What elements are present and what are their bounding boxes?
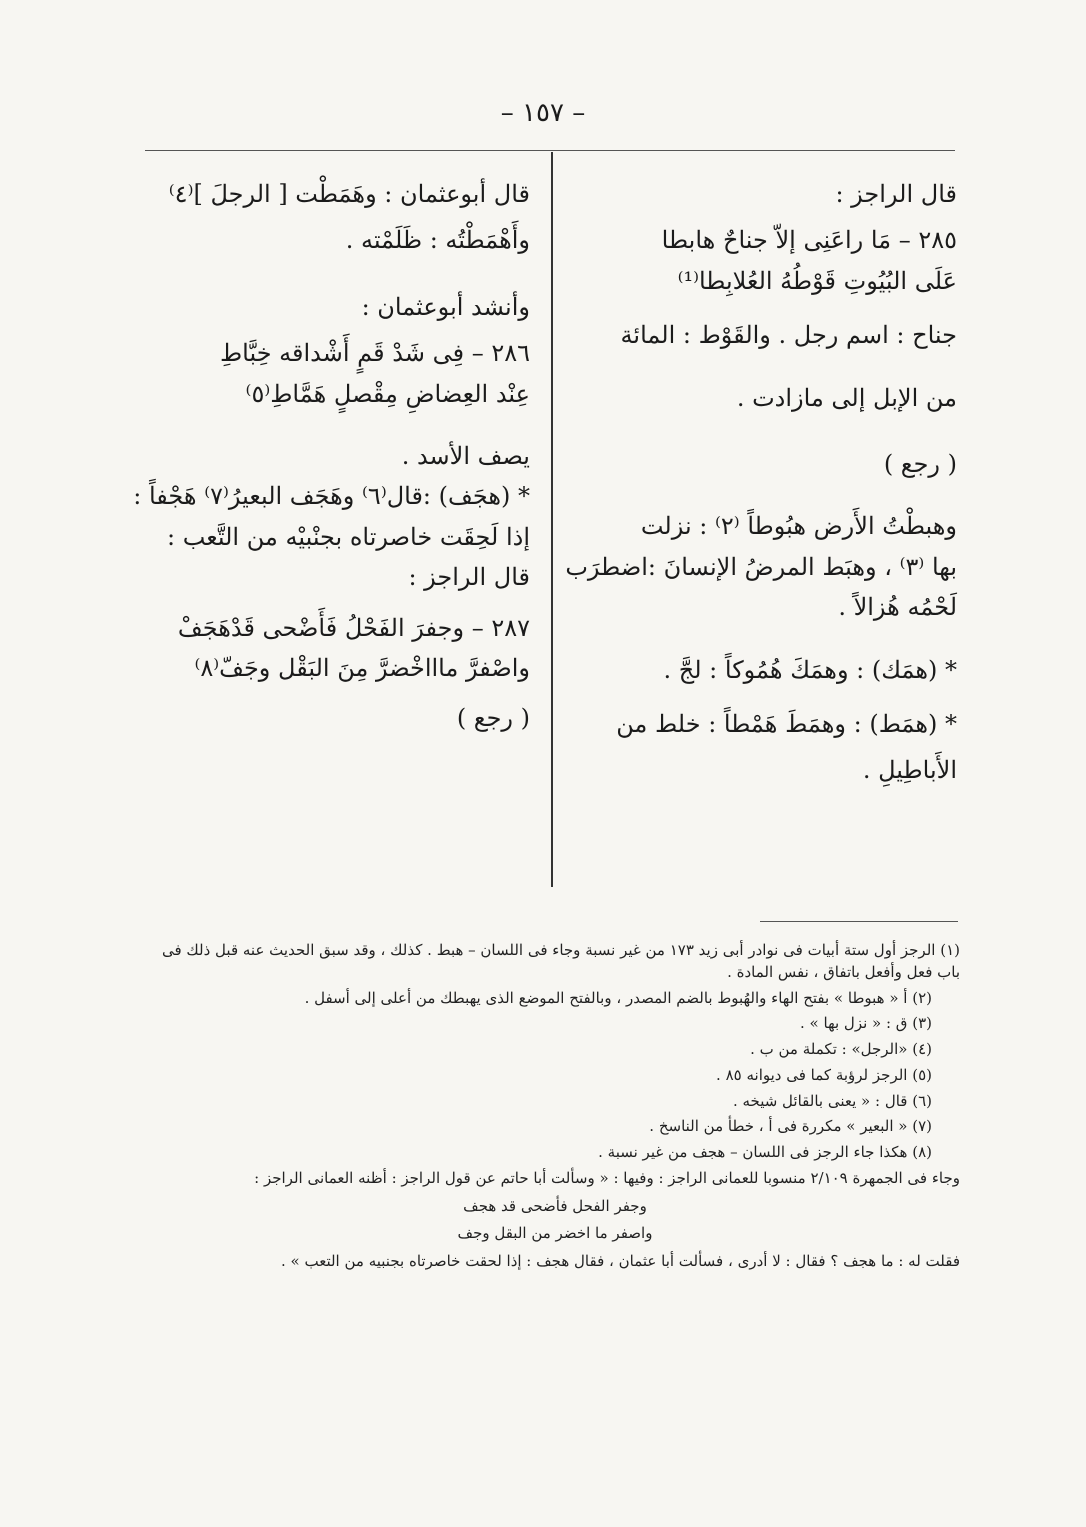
- right-column-line: بها ⁽٣⁾ ، وهبَط المرضُ الإنسانَ :اضطرَب: [565, 552, 957, 581]
- footnote: وجفر الفحل فأضحى قد هجف: [463, 1196, 647, 1215]
- footnote: (٢) أ « هبوطا » بفتح الهاء والهُبوط بالضم المصدر ، وبالفتح الموضع الذى يهبطك من أعلى إلى أسفل .: [304, 988, 932, 1007]
- left-column-line: ٢٨٧ – وجفرَ الفَحْلُ فَأَضْحى قَدْهَجَفْ: [177, 613, 530, 642]
- left-column-line: واصْفرَّ ماااخْضرَّ مِنَ البَقْل وجَفّ⁽٨⁾: [194, 653, 530, 682]
- footnote: (٤) «الرجل» : تكملة من ب .: [750, 1040, 932, 1058]
- footnote: (٥) الرجز لرؤبة كما فى ديوانه ٨٥ .: [716, 1065, 932, 1084]
- left-column-line: ٢٨٦ – فِى شَدْ قَمٍ أَشْداقه خِبَّاطِ: [219, 339, 530, 368]
- left-column-line: قال الراجز :: [408, 563, 530, 592]
- right-column-line: وهبطْتُ الأَرض هبُوطاً ⁽٢⁾ : نزلت: [640, 512, 957, 541]
- footnote: واصفر ما اخضر من البقل وجف: [457, 1224, 653, 1243]
- footnote: فقلت له : ما هجف ؟ فقال : لا أدرى ، فسألت أبا عثمان ، فقال هجف : إذا لحقت خاصرتاه بجنبيه من التعب » .: [281, 1252, 960, 1270]
- column-divider: [551, 152, 553, 887]
- right-column-line: من الإبل إلى مازادت .: [736, 383, 957, 412]
- footnote: (٧) « البعير » مكررة فى أ ، خطأ من الناسخ .: [649, 1117, 932, 1136]
- header-rule: [145, 150, 955, 151]
- right-column-line: * (همَك) : وهمَكَ هُمُوكاً : لجَّ .: [663, 655, 957, 684]
- right-column-line: ٢٨٥ – مَا راعَنِى إلاّ جناحٌ هابطا: [661, 226, 957, 255]
- right-column-line: جناح : اسم رجل . والقَوْط : المائة: [620, 321, 957, 350]
- footnotes: [150, 940, 960, 1277]
- left-column-line: ( رجع ): [456, 704, 530, 733]
- left-column-line: * (هجَف) :قال⁽٦⁾ وهَجَف البعيرُ⁽٧⁾ هَجْفاً :: [133, 482, 530, 511]
- left-column-line: وأَهْمَطْتُه : ظَلَمْته .: [345, 226, 530, 255]
- right-column-line: قال الراجز :: [835, 180, 957, 208]
- left-column-line: إذا لَحِقَت خاصرتاه بجنْبيْه من التَّعب :: [167, 522, 530, 551]
- right-column-line: عَلَى البُيُوتِ قَوْطُهُ العُلابِطا⁽¹⁾: [677, 266, 957, 295]
- left-column-line: وأنشد أبوعثمان :: [361, 292, 530, 321]
- right-column-line: * (همَط) : وهمَطَ هَمْطاً : خلط من: [616, 709, 957, 738]
- left-column-line: عِنْد العِضاضِ مِقْصلٍ هَمَّاطِ⁽٥⁾: [245, 379, 530, 408]
- right-column-line: لَحْمُه هُزالاً .: [838, 593, 957, 622]
- footnote: (٣) ق : « نزل بها » .: [800, 1014, 932, 1033]
- footnote-rule: [760, 921, 958, 922]
- right-column-line: ( رجع ): [883, 449, 957, 478]
- left-column-line: قال أبوعثمان : وهَمَطْت [ الرجلَ ]⁽٤⁾: [168, 180, 530, 208]
- footnote: (٨) هكذا جاء الرجز فى اللسان – هجف من غير نسبة .: [598, 1143, 932, 1161]
- right-column-line: الأَباطِيلِ .: [862, 756, 957, 785]
- footnote: وجاء فى الجمهرة ٢/١٠٩ منسوبا للعمانى الراجز : وفيها : « وسألت أبا حاتم عن قول الراجز : أظنه العمانى الراجز :: [254, 1168, 960, 1187]
- left-column-line: يصف الأسد .: [401, 441, 530, 470]
- footnote: (٦) قال : « يعنى بالقائل شيخه .: [732, 1091, 932, 1110]
- right-column: [565, 178, 957, 787]
- left-column: [133, 178, 530, 735]
- page-number: – ١٥٧ –: [500, 98, 586, 128]
- footnote: (١) الرجز أول ستة أبيات فى نوادر أبى زيد ١٧٣ من غير نسبة وجاء فى اللسان – هبط . كذلك ، وقد سبق الحديث عنه قبل ذلك فى باب فعل وأفعل باتفاق ، نفس المادة .: [161, 941, 960, 981]
